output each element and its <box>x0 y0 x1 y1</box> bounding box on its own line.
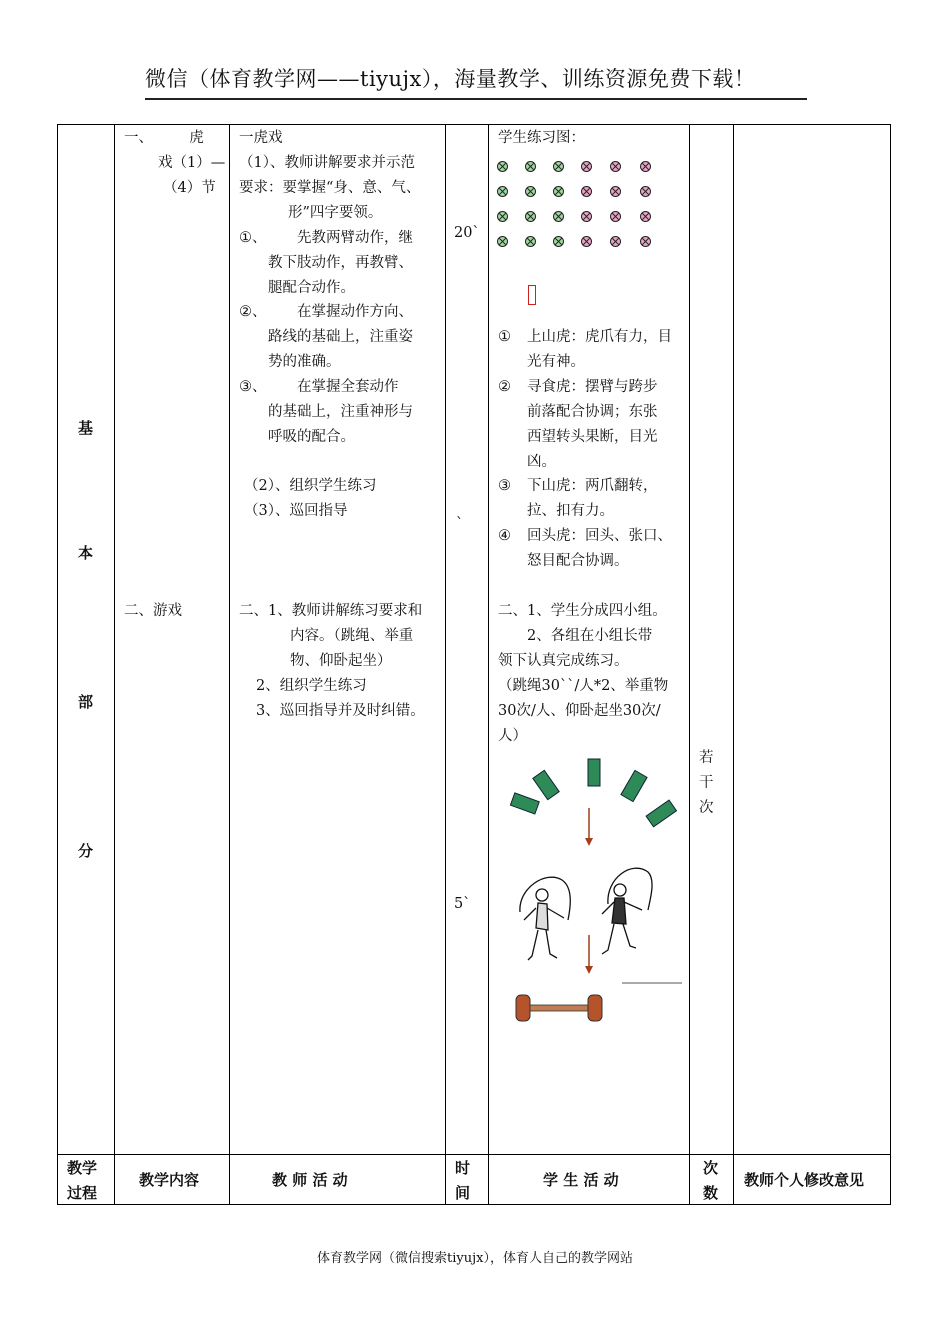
student-marker-icon <box>610 186 621 197</box>
student-marker-icon <box>497 211 508 222</box>
arrow-down-icon <box>585 808 593 846</box>
student-marker-icon <box>581 236 592 247</box>
time-value: ` <box>456 516 464 532</box>
student-marker-icon <box>640 236 651 247</box>
footer-student-label: 学 生 活 动 <box>543 1171 619 1189</box>
student-marker-icon <box>553 161 564 172</box>
teacher-step-line: 先教两臂动作，继 <box>268 230 413 246</box>
col-divider <box>114 124 115 1205</box>
time-value: 5` <box>454 896 471 912</box>
game-station-illustration <box>490 750 688 1030</box>
student-marker-icon <box>525 161 536 172</box>
content-line: （4）节 <box>163 180 216 196</box>
student-item-line: 上山虎：虎爪有力，目 <box>527 329 672 345</box>
arrow-down-icon <box>585 935 593 974</box>
teacher-line: 要求：要掌握“身、意、气、 <box>239 180 421 196</box>
footer-process-label: 过程 <box>67 1184 98 1202</box>
student-item-line: 怒目配合协调。 <box>527 553 629 569</box>
count-char: 干 <box>699 775 714 791</box>
student-marker-icon <box>640 211 651 222</box>
teacher-game-line: 2、组织学生练习 <box>256 678 367 694</box>
teacher-step-line: 呼吸的配合。 <box>268 429 355 445</box>
section-char: 部 <box>78 693 94 711</box>
student-marker-icon <box>497 186 508 197</box>
footer-opinion-label: 教师个人修改意见 <box>744 1171 865 1189</box>
footer-time-label: 间 <box>455 1184 471 1202</box>
student-item-line: 西望转头果断，目光 <box>527 429 658 445</box>
section-char: 本 <box>78 544 94 562</box>
teacher-step-line: 势的准确。 <box>268 354 341 370</box>
student-marker-icon <box>553 236 564 247</box>
page-header: 微信（体育教学网——tiyujx），海量教学、训练资源免费下载！ <box>145 62 807 100</box>
student-item-line: 拉、扣有力。 <box>527 503 614 519</box>
teacher-line: （1）、教师讲解要求并示范 <box>239 155 415 171</box>
col-divider <box>733 124 734 1205</box>
student-item-number: ③ <box>498 478 511 494</box>
teacher-step-line: 路线的基础上，注重姿 <box>268 329 413 345</box>
student-game-line: 2、各组在小组长带 <box>498 628 653 644</box>
teacher-position-icon <box>528 285 536 305</box>
exercise-mat-icon <box>510 759 676 827</box>
count-char: 次 <box>699 800 714 816</box>
teacher-step-line: 腿配合动作。 <box>268 280 355 296</box>
section-char: 基 <box>78 419 94 437</box>
content-line: 一、 虎 <box>124 130 204 146</box>
teacher-step-line: 在掌握全套动作 <box>268 379 399 395</box>
footer-count-label: 数 <box>703 1184 719 1202</box>
teacher-step-number: ①、 <box>239 230 267 246</box>
footer-teacher-label: 教 师 活 动 <box>272 1171 348 1189</box>
student-marker-icon <box>553 186 564 197</box>
student-item-line: 寻食虎：摆臂与跨步 <box>527 379 658 395</box>
footer-content-label: 教学内容 <box>139 1171 200 1189</box>
student-game-line: 领下认真完成练习。 <box>498 653 629 669</box>
teacher-step-line: 教下肢动作，再教臂、 <box>268 255 413 271</box>
teacher-line: 形”四字要领。 <box>288 205 383 221</box>
footer-count-label: 次 <box>703 1159 719 1177</box>
teacher-game-line: 物、仰卧起坐） <box>290 653 392 669</box>
student-marker-icon <box>610 236 621 247</box>
teacher-step-number: ③、 <box>239 379 267 395</box>
student-game-line: 人） <box>498 728 527 744</box>
col-divider <box>689 124 690 1205</box>
student-marker-icon <box>640 161 651 172</box>
student-item-line: 光有神。 <box>527 354 585 370</box>
jump-rope-figure-icon <box>520 868 652 960</box>
footer-time-label: 时 <box>455 1159 471 1177</box>
content-game: 二、游戏 <box>124 603 182 619</box>
student-item-line: 前落配合协调；东张 <box>527 404 658 420</box>
barbell-icon <box>516 995 602 1021</box>
section-char: 分 <box>78 842 94 860</box>
time-value: 20` <box>454 225 480 241</box>
student-item-number: ② <box>498 379 511 395</box>
row-divider <box>57 1154 891 1155</box>
teacher-game-line: 内容。（跳绳、举重 <box>290 628 414 644</box>
teacher-step-number: ②、 <box>239 304 267 320</box>
student-item-line: 下山虎：两爪翻转， <box>527 478 658 494</box>
student-game-line: （跳绳30``/人*2、举重物 <box>498 678 669 694</box>
student-marker-icon <box>581 186 592 197</box>
count-char: 若 <box>699 750 714 766</box>
teacher-game-line: 3、巡回指导并及时纠错。 <box>256 703 425 719</box>
teacher-line: （2）、组织学生练习 <box>244 478 377 494</box>
student-item-line: 回头虎：回头、张口、 <box>527 528 672 544</box>
student-marker-icon <box>525 186 536 197</box>
student-marker-icon <box>610 161 621 172</box>
student-marker-icon <box>610 211 621 222</box>
col-divider <box>229 124 230 1205</box>
student-item-line: 凶。 <box>527 454 556 470</box>
footer-process-label: 教学 <box>67 1159 98 1177</box>
page-footer: 体育教学网（微信搜索tiyujx），体育人自己的教学网站 <box>317 1251 633 1266</box>
teacher-step-line: 的基础上，注重神形与 <box>268 404 413 420</box>
teacher-game-line: 二、1、教师讲解练习要求和 <box>239 603 423 619</box>
teacher-step-line: 在掌握动作方向、 <box>268 304 413 320</box>
student-marker-icon <box>497 161 508 172</box>
student-marker-icon <box>581 211 592 222</box>
teacher-line: （3）、巡回指导 <box>244 503 348 519</box>
student-game-line: 二、1、学生分成四小组。 <box>498 603 667 619</box>
col-divider <box>488 124 489 1205</box>
student-marker-icon <box>640 186 651 197</box>
student-marker-icon <box>581 161 592 172</box>
student-marker-icon <box>497 236 508 247</box>
lesson-table <box>57 124 891 1205</box>
student-item-number: ④ <box>498 528 511 544</box>
content-line: 戏（1）— <box>158 155 226 171</box>
student-diagram-title: 学生练习图： <box>498 130 585 146</box>
col-divider <box>445 124 446 1205</box>
student-marker-icon <box>525 236 536 247</box>
student-marker-icon <box>553 211 564 222</box>
student-item-number: ① <box>498 329 511 345</box>
teacher-line: 一虎戏 <box>239 130 283 146</box>
student-marker-icon <box>525 211 536 222</box>
student-game-line: 30次/人、仰卧起坐30次/ <box>498 703 661 719</box>
